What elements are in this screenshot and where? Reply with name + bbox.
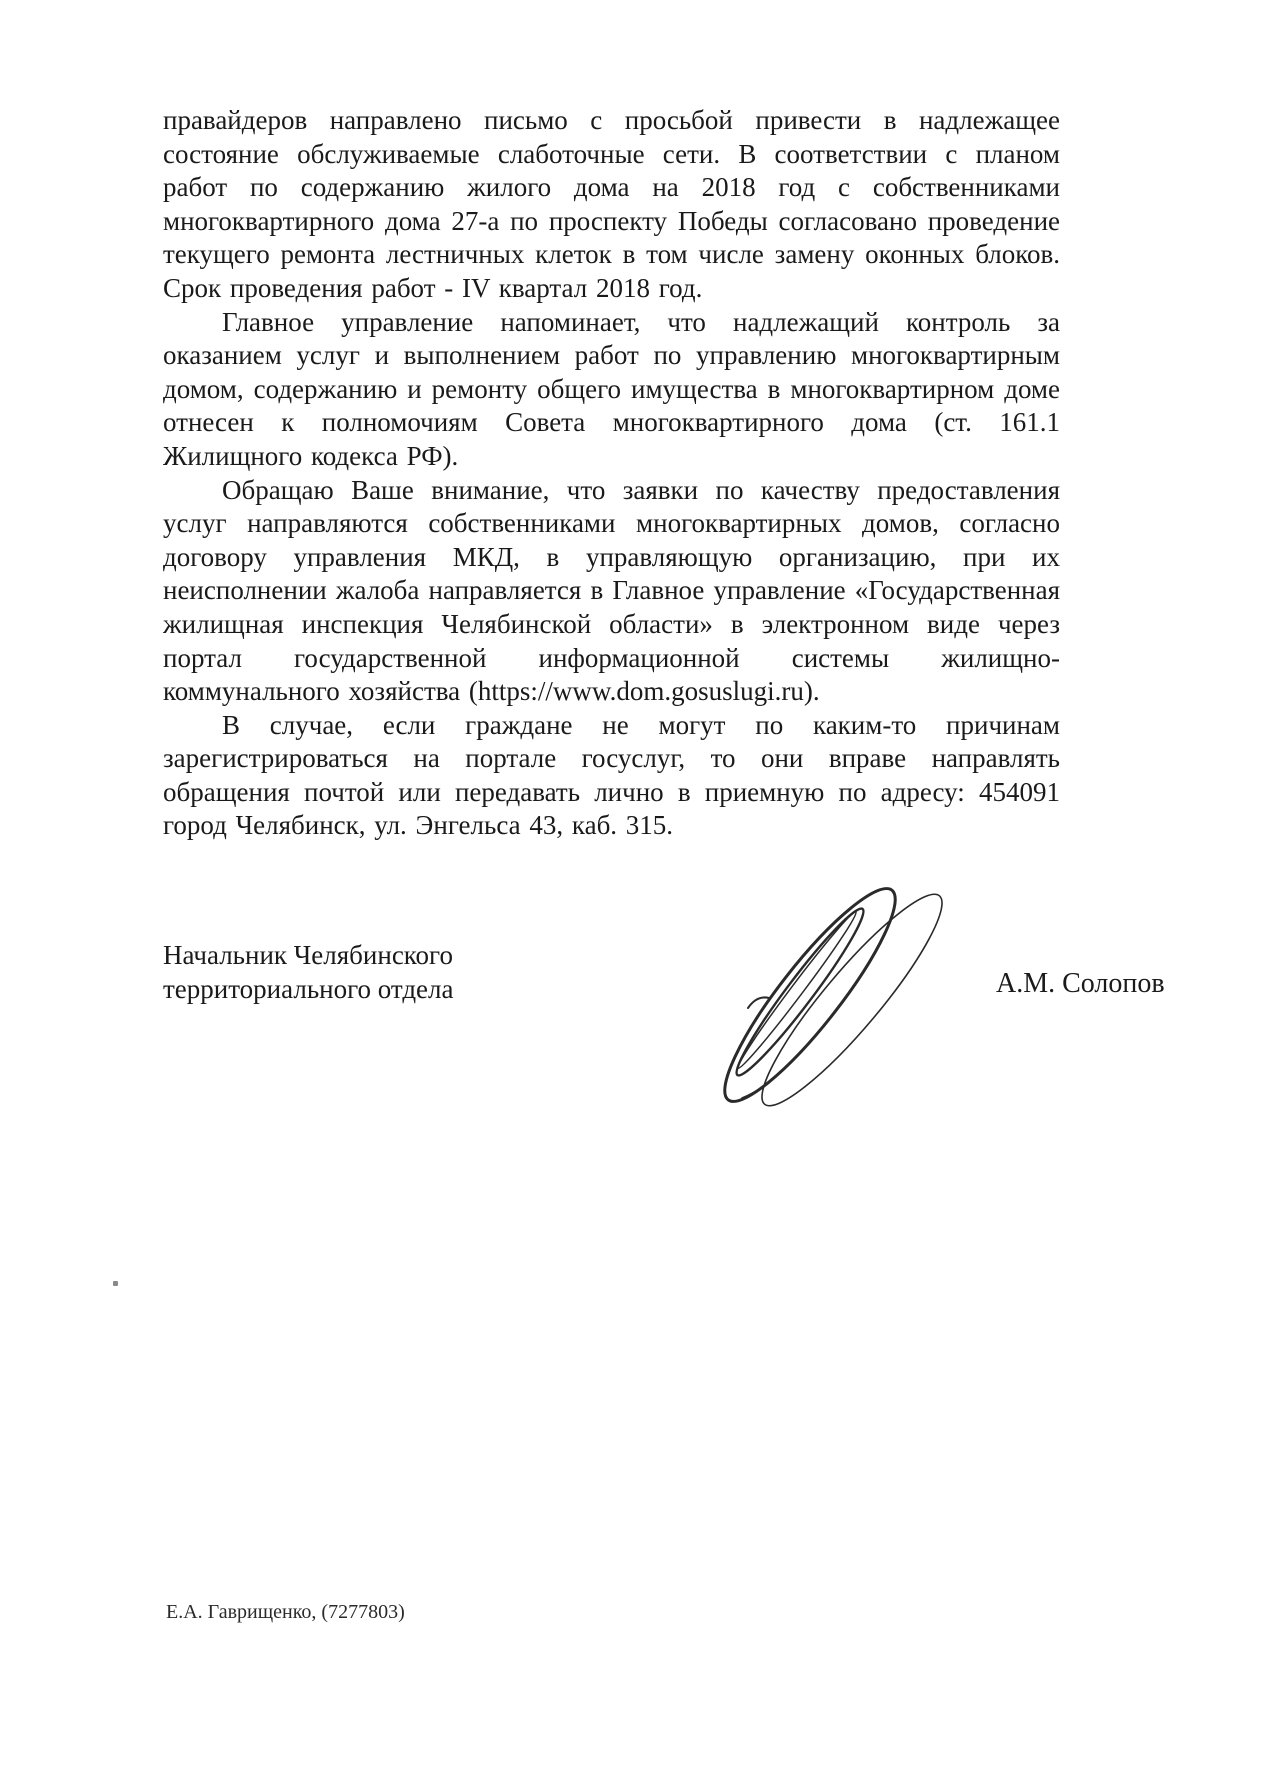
signatory-position-line2: территориального отдела	[163, 974, 454, 1004]
handwritten-signature-icon	[620, 850, 960, 1120]
paragraph-postal-address: В случае, если граждане не могут по каким-то причинам зарегистрироваться на портале госуслуг, то они вправе направлять обращения почтой или передавать лично в приемную по адресу: 454091 город Челябинск, ул. Энгельса 43, каб. 315.	[163, 709, 1060, 841]
paragraph-continuation: правайдеров направлено письмо с просьбой привести в надлежащее состояние обслуживаемые слаботочные сети. В соответствии с планом работ по содержанию жилого дома на 2018 год с собственниками многоквартирного дома 27-а по проспекту Победы согласовано проведение текущего ремонта лестничных клеток в том числе замену оконных блоков. Срок проведения работ - IV квартал 2018 год.	[163, 105, 1060, 303]
letter-body	[163, 104, 1060, 843]
signatory-position	[163, 938, 454, 1006]
executor-contact: Е.А. Гаврищенко, (7277803)	[166, 1601, 405, 1623]
scan-artifact-speck	[113, 1281, 118, 1286]
signatory-position-line1: Начальник Челябинского	[163, 940, 453, 970]
paragraph-complaints-procedure: Обращаю Ваше внимание, что заявки по качеству предоставления услуг направляются собственниками многоквартирных домов, согласно договору управления МКД, в управляющую организацию, при их неисполнении жалоба направляется в Главное управление «Государственная жилищная инспекция Челябинской области» в электронном виде через портал государственной информационной системы жилищно-коммунального хозяйства (https://www.dom.gosuslugi.ru).	[163, 474, 1060, 707]
paragraph-reminder: Главное управление напоминает, что надлежащий контроль за оказанием услуг и выполнением работ по управлению многоквартирным домом, содержанию и ремонту общего имущества в многоквартирном доме отнесен к полномочиям Совета многоквартирного дома (ст. 161.1 Жилищного кодекса РФ).	[163, 306, 1060, 471]
signatory-name: А.М. Солопов	[996, 968, 1165, 999]
